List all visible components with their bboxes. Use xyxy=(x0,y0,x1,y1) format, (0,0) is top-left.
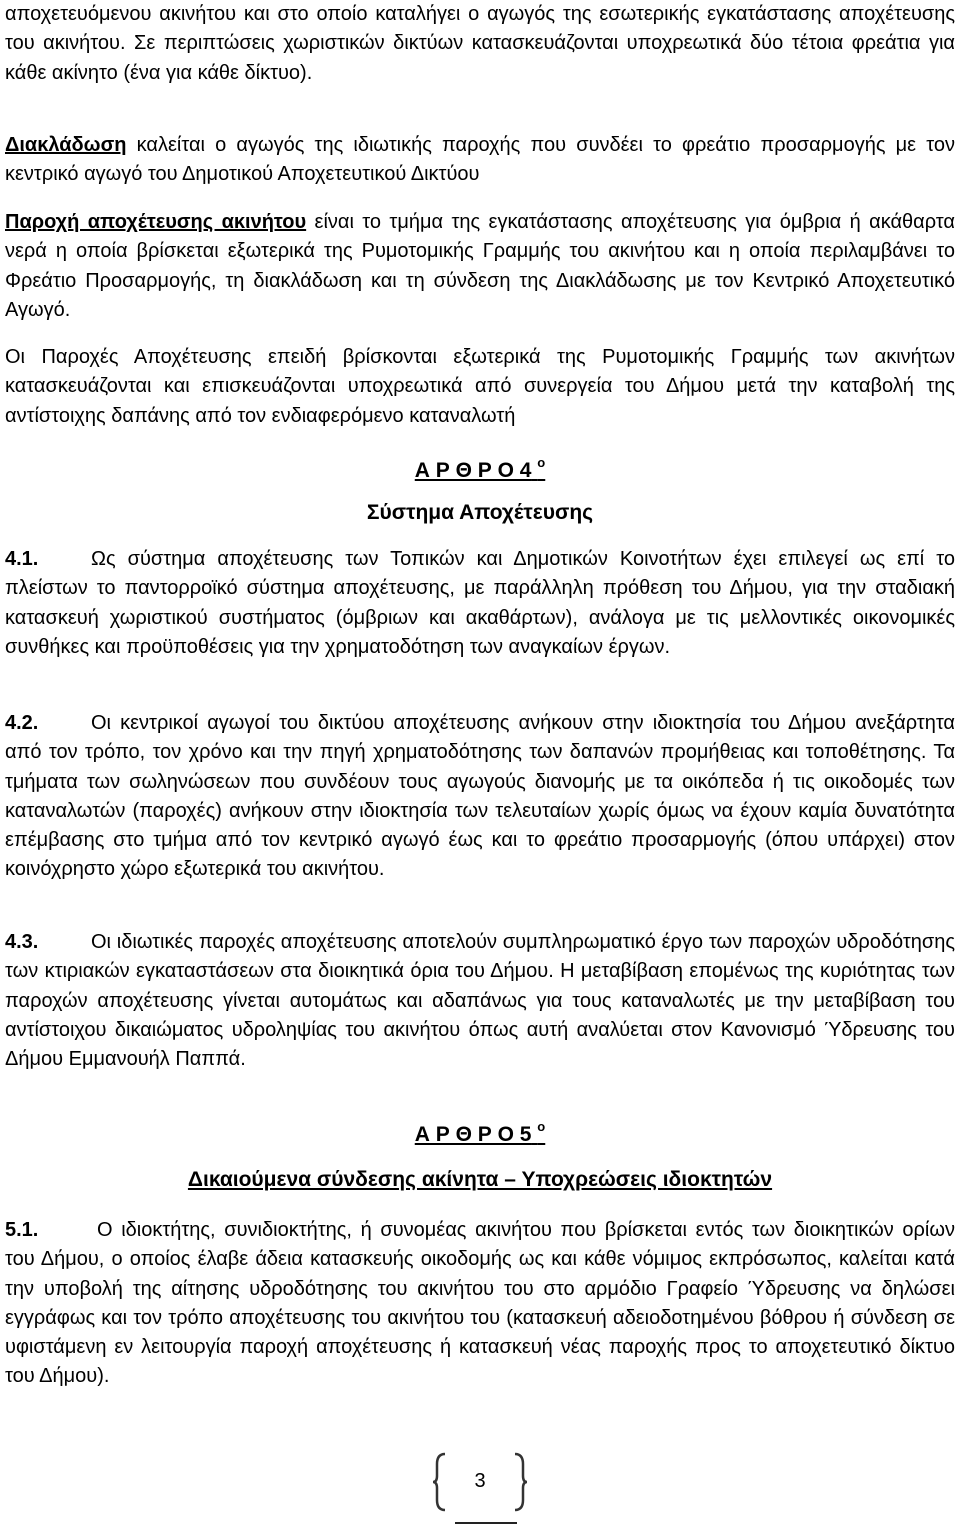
section-number: 5.1. xyxy=(5,1219,39,1241)
intro-paragraph: αποχετευόμενου ακινήτου και στο οποίο καταλήγει ο αγωγός της εσωτερικής εγκατάστασης αποχέτευσης του ακινήτου. Σε περιπτώσεις χωριστικών δικτύων κατασκευάζονται υποχρεωτικά δύο τέτοια φρεάτια για κάθε ακίνητο (ένα για κάθε δίκτυο). xyxy=(5,3,955,84)
definition-text: καλείται ο αγωγός της ιδιωτικής παροχής που συνδέει το φρεάτιο προσαρμογής με τον κεντρικό αγωγό του Δημοτικού Αποχετευτικού Δικτύου xyxy=(5,134,955,186)
section-number: 4.1. xyxy=(5,548,39,570)
article5-heading: Α Ρ Θ Ρ Ο 5 $^o$ xyxy=(414,1119,546,1146)
definition-text: είναι το τμήμα της εγκατάστασης αποχέτευσης για όμβρια ή ακάθαρτα νερά η οποία βρίσκεται εξωτερικά της Ρυμοτομικής Γραμμής του ακινήτου και η οποία περιλαμβάνει το Φρεάτιο Προσαρμογής, τη διακλάδωση και τη σύνδεση της Διακλάδωσης με τον Κεντρικό Αποχετευτικό Αγωγό. xyxy=(5,211,955,321)
article4-title: Σύστημα Αποχέτευσης xyxy=(366,501,594,524)
article5-title: Δικαιούμενα σύνδεσης ακίνητα – Υποχρεώσεις ιδιοκτητών xyxy=(187,1168,773,1191)
section-number: 4.3. xyxy=(5,931,39,953)
section-4-2: 4.2. Οι κεντρικοί αγωγοί του δικτύου αποχέτευσης ανήκουν στην ιδιοκτησία του Δήμου ανεξάρτητα από τον τρόπο, τον χρόνο και την πηγή χρηματοδότησης των δαπανών προμήθειας και τοποθέτησης. Τα τμήματα των σωληνώσεων που συνδέουν τους αγωγούς διανομής με τα οικόπεδα ή τις οικοδομές των καταναλωτών (παροχές) ανήκουν στην ιδιοκτησία των τελευταίων χωρίς όμως να έχουν καμία δυνατότητα επέμβασης στο τμήμα από τον κεντρικό αγωγό έως και το φρεάτιο προσαρμογής (όπου υπάρχει) στον κοινόχρηστο χώρο εξωτερικά του ακινήτου. xyxy=(5,709,955,885)
footer-divider xyxy=(455,1522,517,1524)
term-diaklados: Διακλάδωση xyxy=(5,134,127,156)
section-4-3: 4.3. Οι ιδιωτικές παροχές αποχέτευσης αποτελούν συμπληρωματικό έργο των παροχών υδροδότησης των κτιριακών εγκαταστάσεων στα διοικητικά όρια του Δήμου. Η μεταβίβαση επομένως της κυριότητας των παροχών αποχέτευσης γίνεται αυτομάτως και αδαπάνως για τους καταναλωτές με την μεταβίβαση του αντίστοιχου δικαιώματος υδροληψίας του ακινήτου όπως αυτή αναλύεται στον Κανονισμό Ύδρευσης του Δήμου Εμμανουήλ Παππά. xyxy=(5,928,955,1074)
section-4-1: 4.1. Ως σύστημα αποχέτευσης των Τοπικών και Δημοτικών Κοινοτήτων έχει επιλεγεί ως επί το πλείστων το παντορροϊκό σύστημα αποχέτευσης, με παράλληλη πρόθεση του Δήμου, για την σταδιακή κατασκευή χωριστικού συστήματος (όμβριων και ακαθάρτων), ανάλογα με τις μελλοντικές οικονομικές συνθήκες και προϋποθέσεις για την χρηματοδότηση των αναγκαίων έργων. xyxy=(5,545,955,662)
term-paroxi: Παροχή αποχέτευσης ακινήτου xyxy=(5,211,307,233)
definition-diaklados xyxy=(5,131,955,190)
paroxes-paragraph: Οι Παροχές Αποχέτευσης επειδή βρίσκονται εξωτερικά της Ρυμοτομικής Γραμμής των ακινήτων κατασκευάζονται και επισκευάζονται υποχρεωτικά από συνεργεία του Δήμου μετά την καταβολή της αντίστοιχης δαπάνης από τον ενδιαφερόμενο καταναλωτή xyxy=(5,346,955,427)
article4-heading: Α Ρ Θ Ρ Ο 4 $^o$ xyxy=(414,455,546,482)
page-number: 3 xyxy=(474,1470,486,1492)
section-number: 4.2. xyxy=(5,712,39,734)
definition-paroxi xyxy=(5,208,955,325)
section-5-1: 5.1. Ο ιδιοκτήτης, συνιδιοκτήτης, ή συνομέας ακινήτου που βρίσκεται εντός των διοικητικών ορίων του Δήμου, ο οποίος έλαβε άδεια κατασκευής οικοδομής ως και κάθε νόμιμος εκπρόσωπος, καλείται κατά την υποβολή της αίτησης υδροδότησης του ακινήτου του στο αρμόδιο Γραφείο Ύδρευσης να δηλώσει εγγράφως και τον τρόπο αποχέτευσης του ακινήτου του (κατασκευή αδειοδοτημένου βόθρου ή σύνδεση σε υφιστάμενη εν λειτουργία παροχή αποχέτευσης ή κατασκευή νέας παροχής προς το αποχετευτικό δίκτυο του Δήμου). xyxy=(5,1216,955,1392)
